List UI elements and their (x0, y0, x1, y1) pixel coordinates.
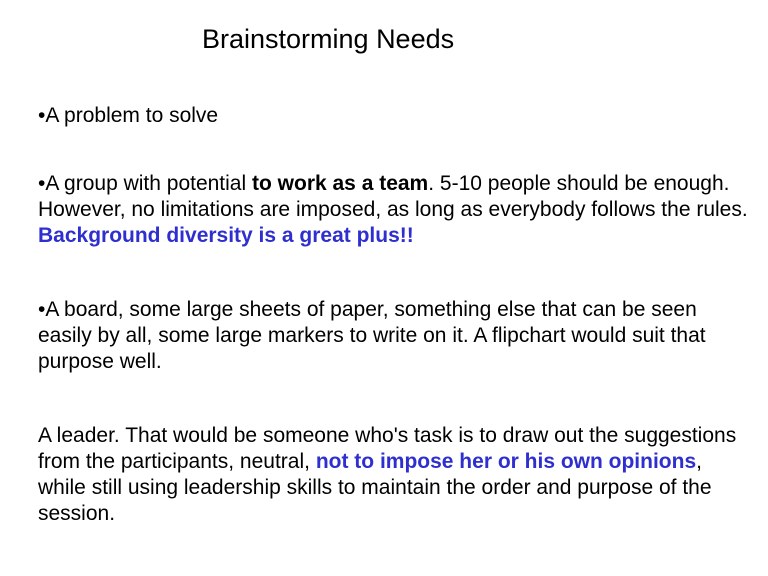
bullet-board (38, 297, 753, 375)
bullet-board-text: •A board, some large sheets of paper, something else that can be seen easily by all, some large markers to write on it. A flipchart would suit that purpose well. (38, 298, 706, 373)
bullet-problem-text: •A problem to solve (38, 104, 219, 127)
slide-title: Brainstorming Needs (202, 24, 455, 54)
bullet-problem (38, 103, 753, 129)
bullet-group-highlight: Background diversity is a great plus!! (38, 224, 414, 247)
bullet-group-text-1: •A group with potential (38, 172, 252, 195)
paragraph-leader (38, 423, 753, 527)
paragraph-leader-text-1: A leader. That would be someone who's task is to draw out the suggestions from the participants, neutral, (38, 424, 737, 473)
bullet-group-text-2: . 5-10 people should be enough. However, no limitations are imposed, as long as everybody follows the rules. (38, 172, 748, 221)
bullet-group-bold: to work as a team (252, 172, 429, 195)
paragraph-leader-highlight: not to impose her or his own opinions (315, 450, 697, 473)
bullet-group (38, 171, 753, 249)
paragraph-leader-text-2: , while still using leadership skills to maintain the order and purpose of the session. (38, 450, 712, 525)
